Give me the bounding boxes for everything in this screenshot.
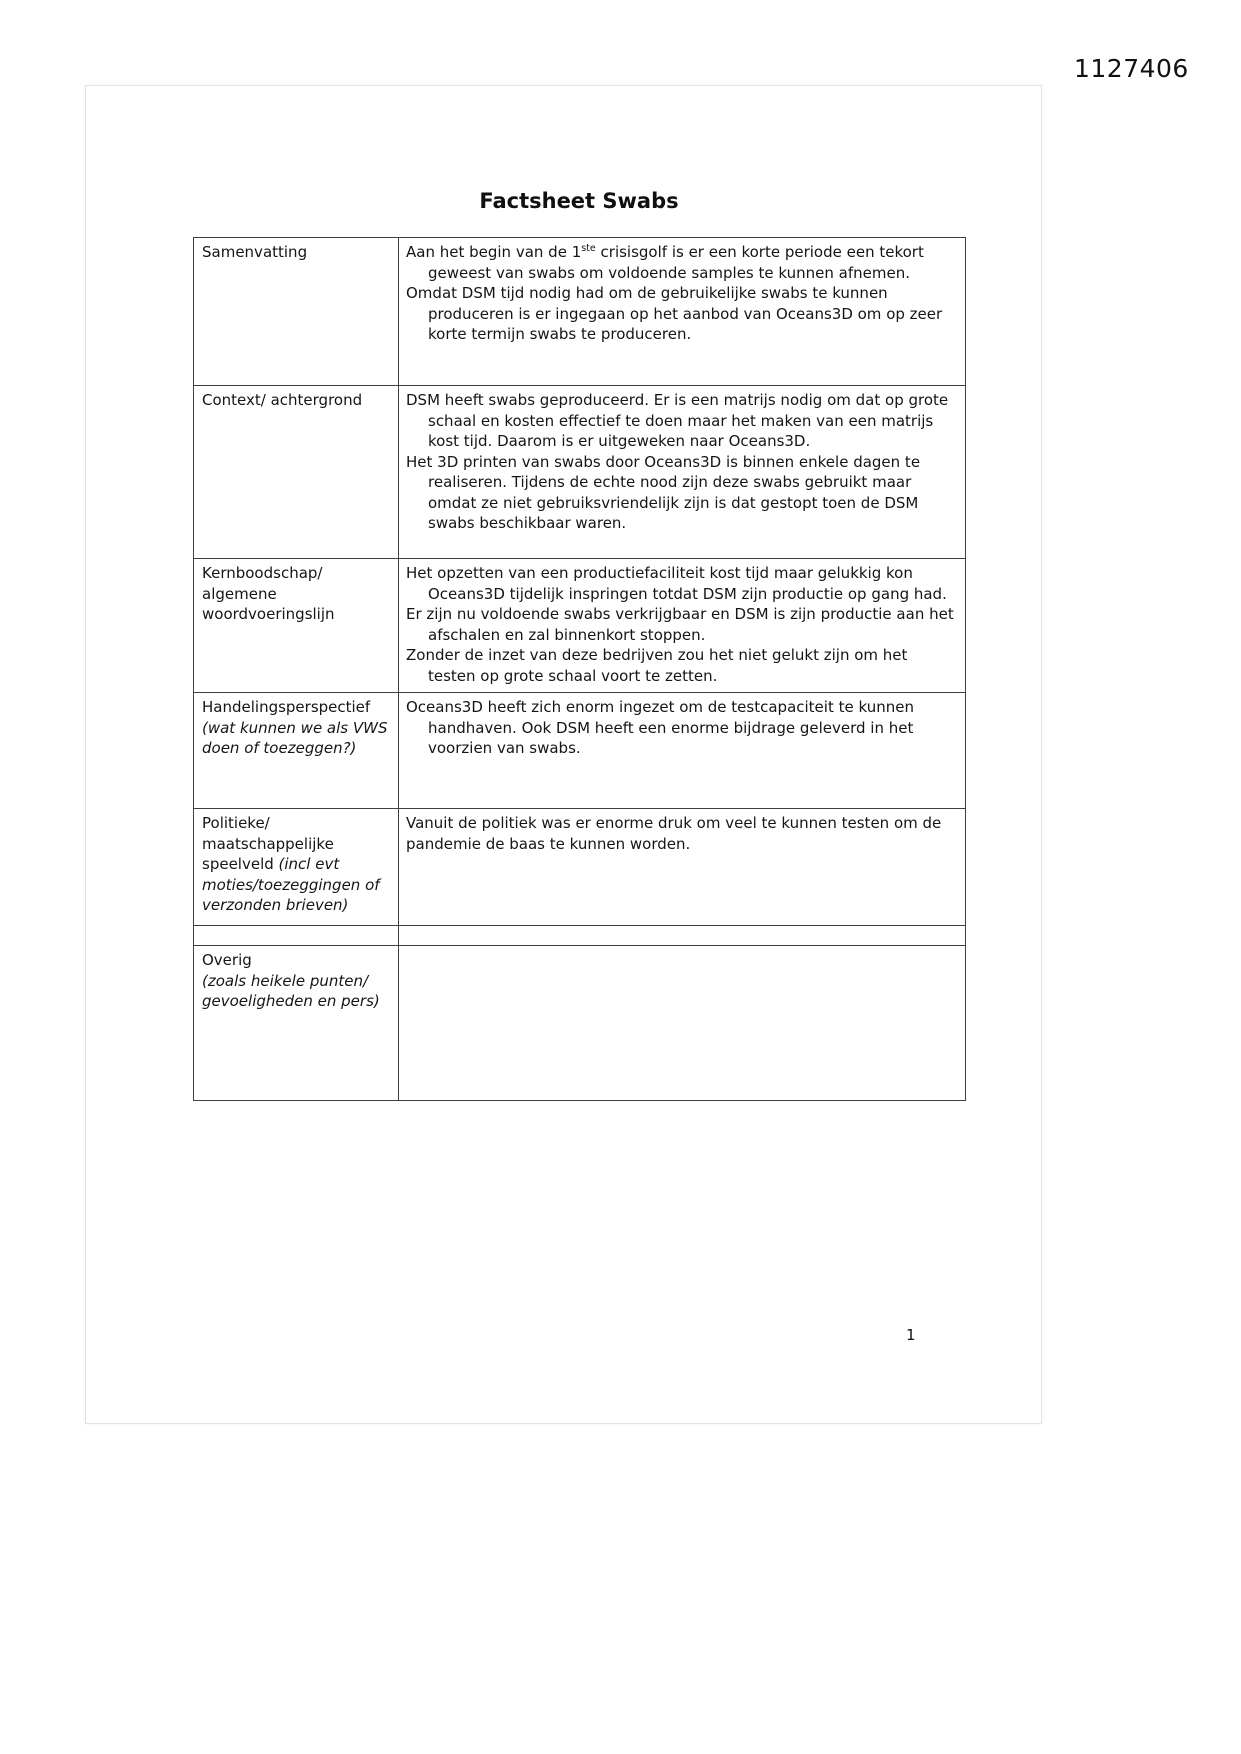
content-paragraph: Vanuit de politiek was er enorme druk om veel te kunnen testen om de pandemie de baas te kunnen worden. [406,814,942,853]
row-content [399,946,966,1101]
row-label-line: speelveld (incl evt [202,855,340,873]
row-label-line: algemene [202,584,277,603]
row-content [399,926,966,946]
content-paragraph: Oceans3D heeft zich enorm ingezet om de testcapaciteit te kunnen handhaven. Ook DSM heeft een enorme bijdrage geleverd in het voorzien van swabs. [406,698,914,757]
row-content [399,238,966,386]
table-row [194,809,966,926]
table-row [194,238,966,386]
row-label [194,693,399,809]
row-label-line: Politieke/ [202,814,270,832]
row-label-line: (wat kunnen we als VWS [202,718,388,737]
row-label-line: doen of toezeggen?) [202,739,357,757]
table-row [194,693,966,809]
page-sheet [85,85,1042,1424]
row-label [194,809,399,926]
page-number: 1 [906,1326,916,1344]
row-label [194,386,399,559]
row-label-line: woordvoeringslijn [202,605,335,623]
table-row [194,926,966,946]
content-paragraph: Er zijn nu voldoende swabs verkrijgbaar en DSM is zijn productie aan het afschalen en zal binnenkort stoppen. [406,605,954,644]
row-content [399,693,966,809]
row-content [399,386,966,559]
table-row [194,386,966,559]
doc-number: 1127406 [1074,54,1189,83]
row-label-line: maatschappelijke [202,834,334,853]
content-paragraph: Omdat DSM tijd nodig had om de gebruikelijke swabs te kunnen produceren is er ingegaan op het aanbod van Oceans3D om op zeer korte termijn swabs te produceren. [406,284,943,343]
content-paragraph: Het opzetten van een productiefaciliteit kost tijd maar gelukkig kon Oceans3D tijdelijk inspringen totdat DSM zijn productie op gang had. [406,564,947,603]
row-label-line: moties/toezeggingen of [202,875,380,894]
row-label-line: (zoals heikele punten/ [202,971,369,990]
row-content [399,809,966,926]
content-paragraph: Het 3D printen van swabs door Oceans3D is binnen enkele dagen te realiseren. Tijdens de echte nood zijn deze swabs gebruikt maar omdat ze niet gebruiksvriendelijk zijn is dat gestopt toen de DSM swabs beschikbaar waren. [406,452,921,532]
content-paragraph: Zonder de inzet van deze bedrijven zou het niet gelukt zijn om het testen op grote schaal voort te zetten. [406,646,908,685]
row-label-line: Overig [202,951,252,969]
row-label [194,559,399,693]
table-row [194,946,966,1101]
row-label-line: Context/ achtergrond [202,391,363,409]
row-label-line: Handelingsperspectief [202,698,371,716]
table-row [194,559,966,693]
page-title: Factsheet Swabs [479,189,679,213]
row-label-line: Samenvatting [202,243,308,261]
content-paragraph: Aan het begin van de 1ste crisisgolf is er een korte periode een tekort geweest van swabs om voldoende samples te kunnen afnemen. [406,243,924,282]
content-paragraph: DSM heeft swabs geproduceerd. Er is een matrijs nodig om dat op grote schaal en kosten effectief te doen maar het maken van een matrijs kost tijd. Daarom is er uitgeweken naar Oceans3D. [406,391,949,450]
row-label [194,238,399,386]
row-label [194,946,399,1101]
row-label [194,926,399,946]
row-content [399,559,966,693]
row-label-line: verzonden brieven) [202,896,349,914]
row-label-line: Kernboodschap/ [202,564,323,582]
row-label-line: gevoeligheden en pers) [202,992,380,1010]
factsheet-table [193,237,966,1101]
